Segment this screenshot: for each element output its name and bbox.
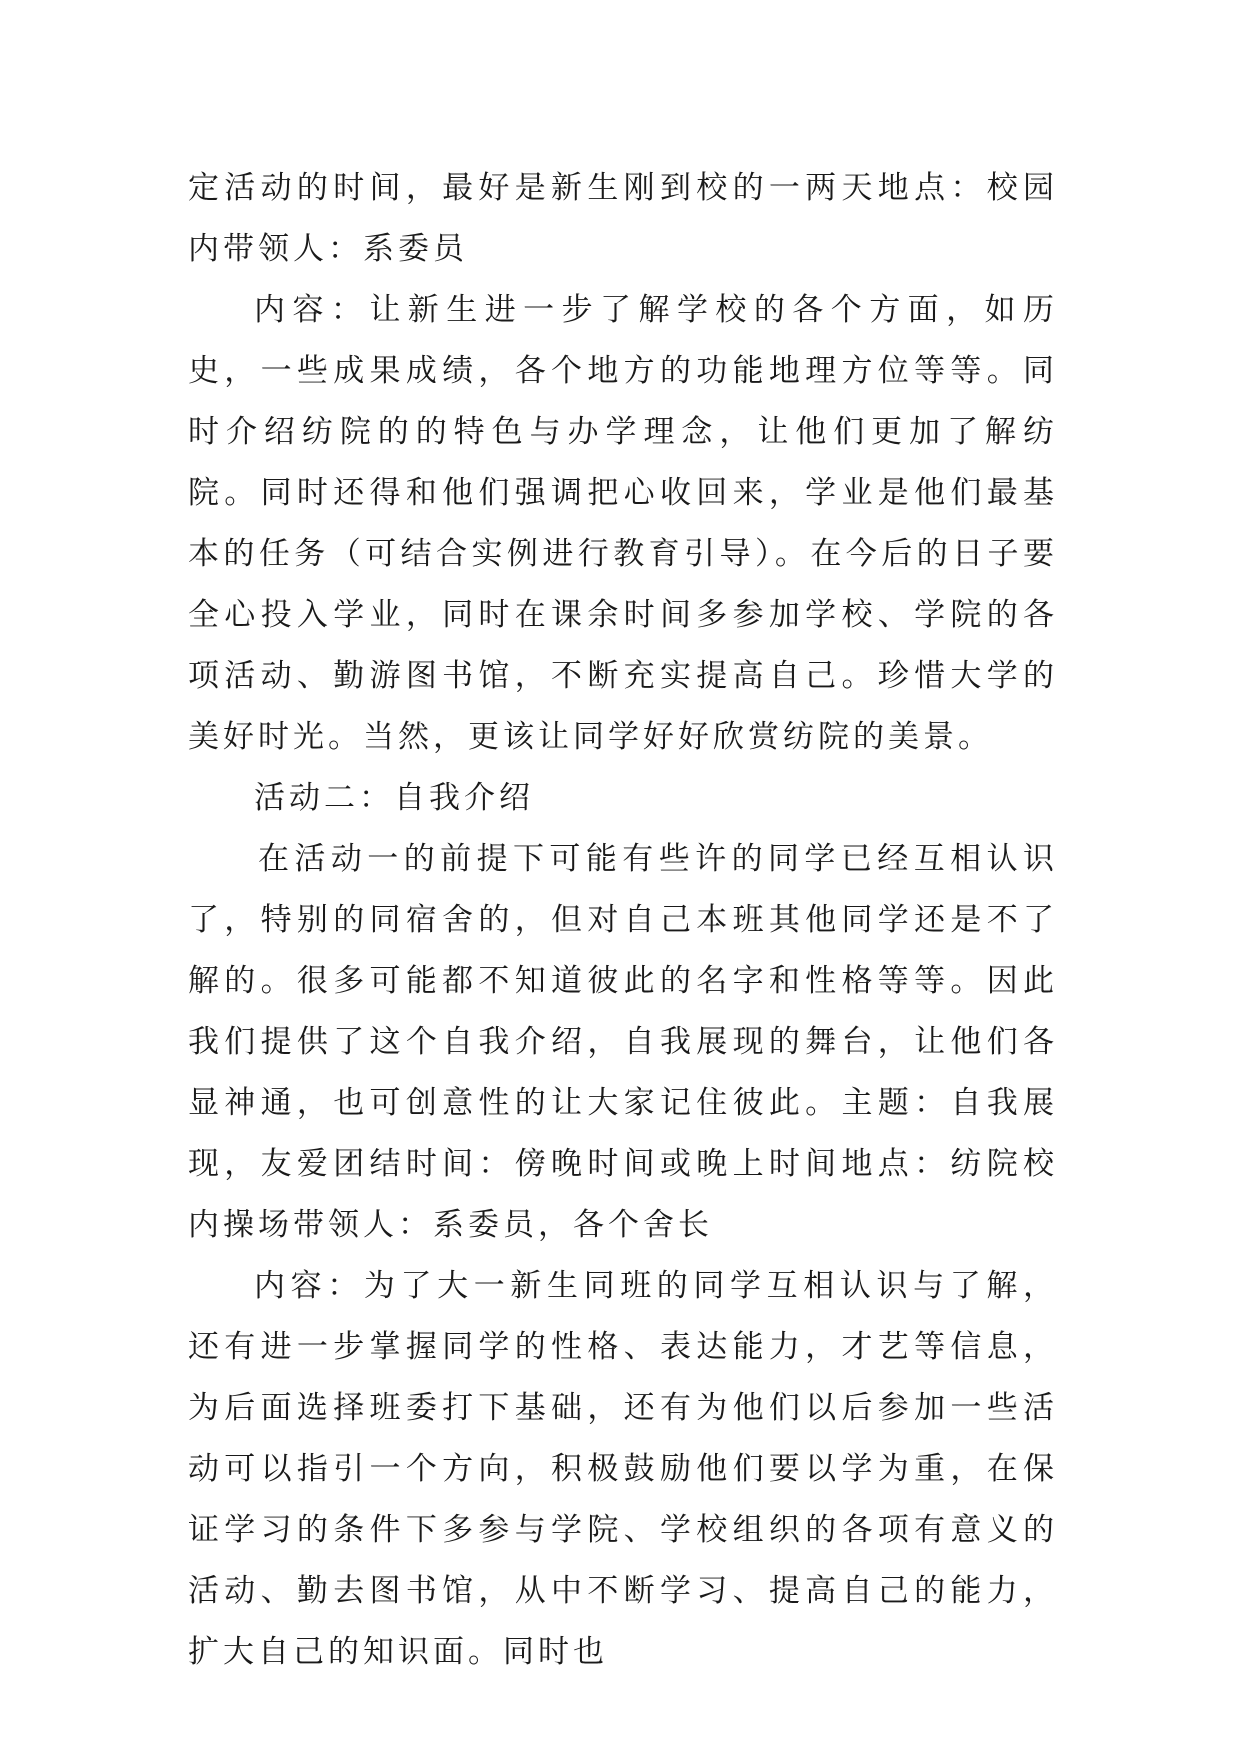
heading-activity-two: 活动二：自我介绍 bbox=[254, 780, 534, 816]
paragraph-schedule: 定活动的时间，最好是新生刚到校的一两天地点：校园内带领人：系委员 bbox=[188, 170, 1058, 267]
paragraph-content-2: 内容：为了大一新生同班的同学互相认识与了解，还有进一步掌握同学的性格、表达能力，才艺等信息，为后面选择班委打下基础，还有为他们以后参加一些活动可以指引一个方向，积极鼓励他们要以学为重，在保证学习的条件下多参与学院、学校组织的各项有意义的活动、勤去图书馆，从中不断学习、提高自己的能力，扩大自己的知识面。同时也 bbox=[188, 1268, 1058, 1670]
document-body bbox=[188, 158, 1058, 1683]
paragraph-activity-two-intro: 在活动一的前提下可能有些许的同学已经互相认识了，特别的同宿舍的，但对自己本班其他同学还是不了解的。很多可能都不知道彼此的名字和性格等等。因此我们提供了这个自我介绍，自我展现的舞台，让他们各显神通，也可创意性的让大家记住彼此。主题：自我展现，友爱团结时间：傍晚时间或晚上时间地点：纺院校内操场带领人：系委员，各个舍长 bbox=[188, 841, 1058, 1243]
paragraph-content-1: 内容：让新生进一步了解学校的各个方面，如历史，一些成果成绩，各个地方的功能地理方位等等。同时介绍纺院的的特色与办学理念，让他们更加了解纺院。同时还得和他们强调把心收回来，学业是他们最基本的任务（可结合实例进行教育引导）。在今后的日子要全心投入学业，同时在课余时间多参加学校、学院的各项活动、勤游图书馆，不断充实提高自己。珍惜大学的美好时光。当然，更该让同学好好欣赏纺院的美景。 bbox=[188, 292, 1058, 755]
